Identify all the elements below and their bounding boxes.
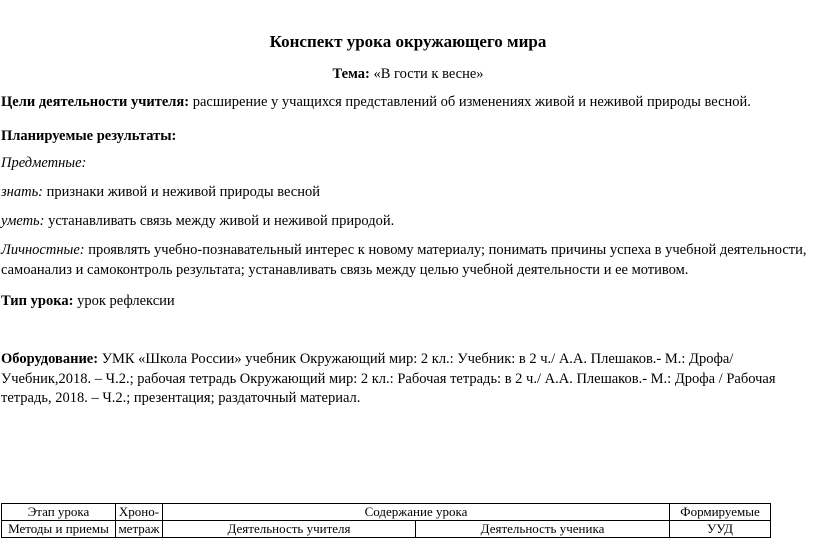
topic-label: Тема: <box>332 66 370 82</box>
planned-results-heading <box>1 128 176 145</box>
header-stage: Этап урока <box>2 504 116 521</box>
equipment-line-1 <box>1 351 733 368</box>
header-student-activity: Деятельность ученика <box>416 521 670 538</box>
can-value: устанавливать связь между живой и неживой природой. <box>44 213 395 229</box>
equipment-line-3: тетрадь, 2018. – Ч.2.; презентация; раздаточный материал. <box>1 390 361 406</box>
header-teacher-activity: Деятельность учителя <box>163 521 416 538</box>
equipment-value-1: УМК «Школа России» учебник Окружающий мир: 2 кл.: Учебник: в 2 ч./ А.А. Плешаков.- М.: Дрофа/ <box>98 351 734 367</box>
header-content: Содержание урока <box>163 504 670 521</box>
goals-label: Цели деятельности учителя: <box>1 94 190 110</box>
know-label: знать: <box>1 184 43 200</box>
lesson-topic <box>0 66 816 83</box>
document-title: Конспект урока окружающего мира <box>269 32 547 51</box>
can-label: уметь: <box>1 213 45 229</box>
equipment-label: Оборудование: <box>1 351 99 367</box>
know-value: признаки живой и неживой природы весной <box>43 184 321 200</box>
header-uud-1: Формируемые <box>670 504 771 521</box>
know-line <box>1 184 320 201</box>
planned-results-label: Планируемые результаты: <box>1 128 177 144</box>
table-header-row-1 <box>2 504 771 521</box>
subject-results-heading <box>1 155 86 172</box>
header-uud-2: УУД <box>670 521 771 538</box>
teacher-goals <box>1 94 751 111</box>
personal-results-line-1 <box>1 242 807 259</box>
lesson-plan-table <box>1 503 771 538</box>
header-chrono-1: Хроно- <box>116 504 163 521</box>
can-line <box>1 213 394 230</box>
header-chrono-2: метраж <box>116 521 163 538</box>
personal-value-1: проявлять учебно-познавательный интерес к новому материалу; понимать причины успеха в учебной деятельности, <box>84 242 807 258</box>
topic-value: «В гости к весне» <box>369 66 484 82</box>
lesson-type-label: Тип урока: <box>1 293 74 309</box>
personal-label: Личностные: <box>1 242 85 258</box>
header-methods: Методы и приемы <box>2 521 116 538</box>
personal-results-line-2: самоанализ и самоконтроль результата; устанавливать связь между целью учебной деятельности и ее мотивом. <box>1 262 689 278</box>
lesson-type-value: урок рефлексии <box>73 293 175 309</box>
equipment-line-2: Учебник,2018. – Ч.2.; рабочая тетрадь Окружающий мир: 2 кл.: Рабочая тетрадь: в 2 ч./ А.А. Плешаков.- М.: Дрофа / Рабочая <box>1 371 776 387</box>
subject-results-label: Предметные: <box>1 155 87 171</box>
goals-value: расширение у учащихся представлений об изменениях живой и неживой природы весной. <box>189 94 751 110</box>
lesson-type-line <box>1 293 175 310</box>
